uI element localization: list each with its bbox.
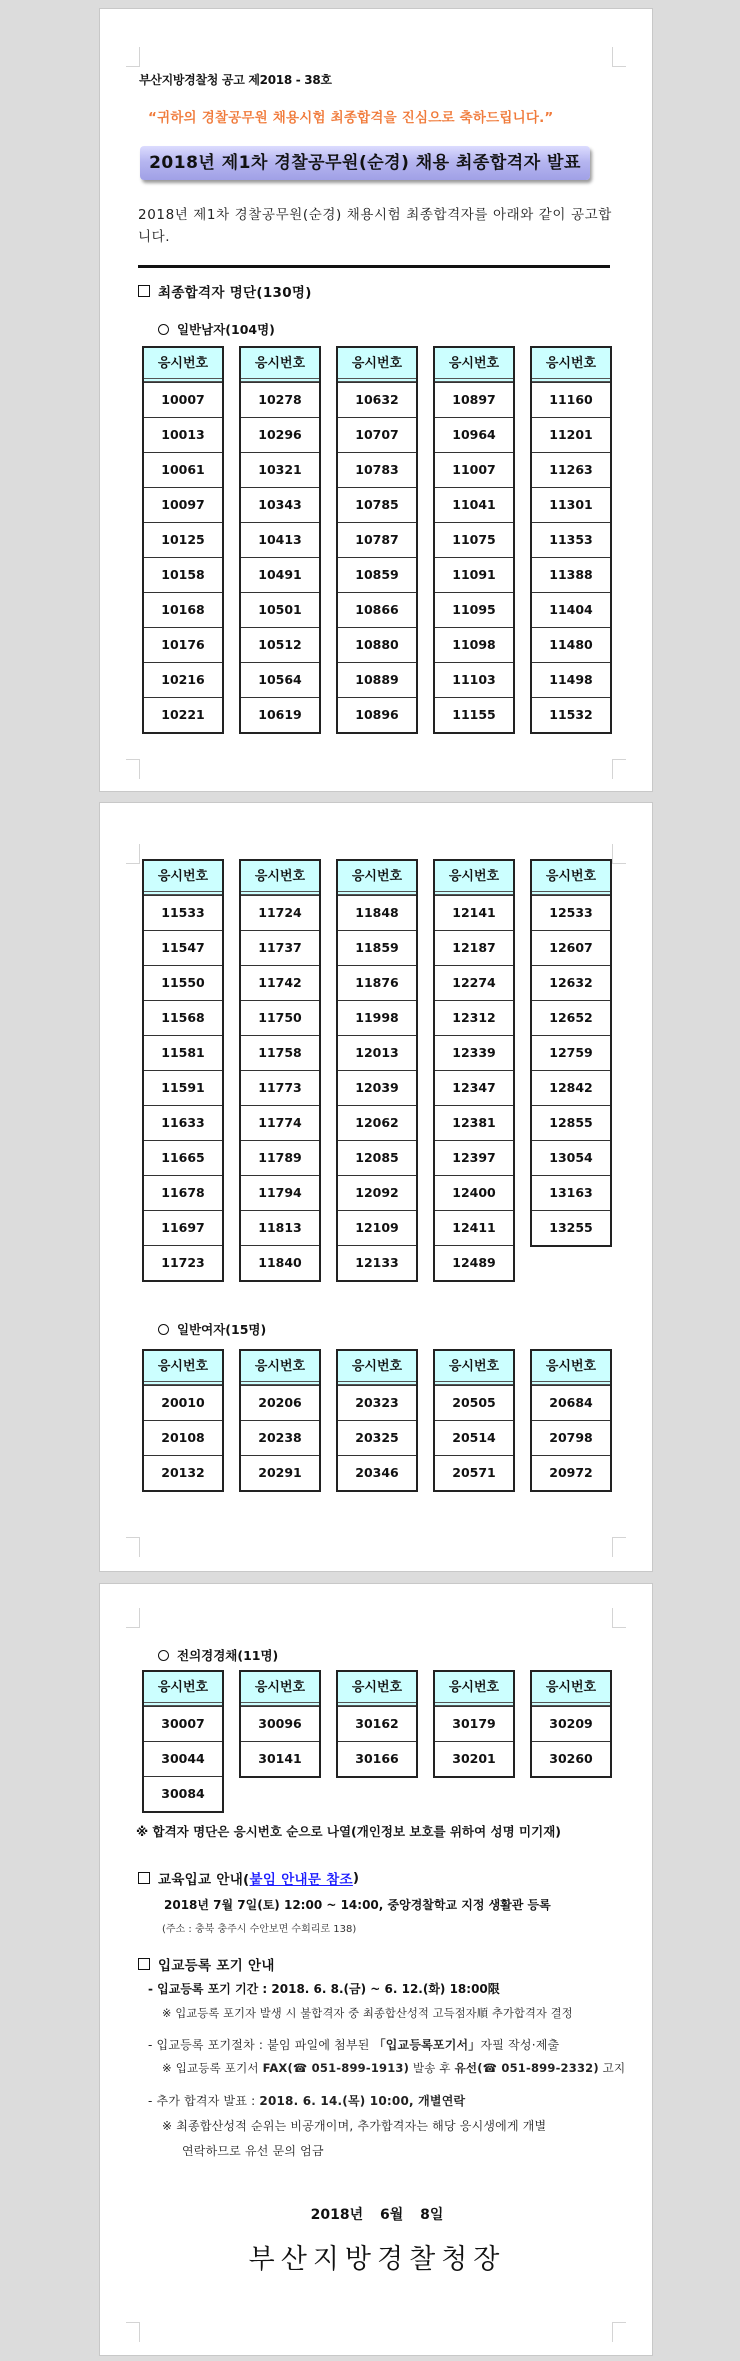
list-footnote: ※ 합격자 명단은 응시번호 순으로 나열(개인정보 보호를 위하여 성명 미기재) xyxy=(136,1824,561,1839)
crop-mark xyxy=(612,759,626,779)
intro-text: 2018년 제1차 경찰공무원(순경) 채용시험 최종합격자를 아래와 같이 공고합니다. xyxy=(138,207,612,245)
table-cell: 12109 xyxy=(338,1210,416,1245)
table-cell: 12187 xyxy=(435,930,513,965)
crop-mark xyxy=(126,1537,140,1557)
table-cell: 10501 xyxy=(241,592,319,627)
table-cell: 11007 xyxy=(435,452,513,487)
table-cell: 20798 xyxy=(532,1420,610,1455)
id-table xyxy=(239,1349,321,1492)
table-cell: 20291 xyxy=(241,1455,319,1490)
table-cell: 12092 xyxy=(338,1175,416,1210)
crop-mark xyxy=(612,844,626,864)
group-heading-women: 일반여자(15명) xyxy=(158,1320,266,1338)
crop-mark xyxy=(612,2322,626,2342)
group-heading-veterans: 전의경경채(11명) xyxy=(158,1646,278,1664)
table-cell: 11750 xyxy=(241,1000,319,1035)
document-page-3 xyxy=(99,1583,653,2356)
column-header: 응시번호 xyxy=(241,348,319,382)
table-cell: 11789 xyxy=(241,1140,319,1175)
table-cell: 10013 xyxy=(144,417,222,452)
table-cell: 11091 xyxy=(435,557,513,592)
education-address: (주소 : 충북 충주시 수안보면 수회리로 138) xyxy=(162,1924,357,1935)
attachment-link[interactable]: 붙임 안내문 참조 xyxy=(249,1872,353,1888)
table-cell: 11794 xyxy=(241,1175,319,1210)
table-cell: 11041 xyxy=(435,487,513,522)
table-cell: 12397 xyxy=(435,1140,513,1175)
column-header: 응시번호 xyxy=(241,1672,319,1706)
table-cell: 30260 xyxy=(532,1741,610,1776)
table-cell: 10785 xyxy=(338,487,416,522)
table-cell: 10176 xyxy=(144,627,222,662)
table-cell: 11201 xyxy=(532,417,610,452)
table-cell: 10896 xyxy=(338,697,416,732)
column-header: 응시번호 xyxy=(435,1351,513,1385)
table-cell: 12013 xyxy=(338,1035,416,1070)
announcement-date: 2018년 6월 8일 xyxy=(310,2207,444,2223)
table-cell: 11876 xyxy=(338,965,416,1000)
id-table xyxy=(336,859,418,1282)
circle-bullet-icon xyxy=(158,324,169,335)
table-cell: 11742 xyxy=(241,965,319,1000)
id-table xyxy=(336,1349,418,1492)
withdrawal-period-note: ※ 입교등록 포기자 발생 시 불합격자 중 최종합산성적 고득점자順 추가합격자 결정 xyxy=(162,2007,573,2020)
education-schedule: 2018년 7월 7일(토) 12:00 ~ 14:00, 중앙경찰학교 지정 생활관 등록 xyxy=(164,1898,551,1912)
table-cell: 12274 xyxy=(435,965,513,1000)
table-cell: 11550 xyxy=(144,965,222,1000)
table-cell: 11633 xyxy=(144,1105,222,1140)
table-cell: 12652 xyxy=(532,1000,610,1035)
table-cell: 10880 xyxy=(338,627,416,662)
document-page-1 xyxy=(99,8,653,792)
table-cell: 11840 xyxy=(241,1245,319,1280)
square-bullet-icon xyxy=(138,1958,150,1970)
table-cell: 20323 xyxy=(338,1385,416,1420)
table-cell: 13255 xyxy=(532,1210,610,1245)
id-table xyxy=(433,1349,515,1492)
table-cell: 20238 xyxy=(241,1420,319,1455)
table-cell: 10491 xyxy=(241,557,319,592)
table-cell: 10221 xyxy=(144,697,222,732)
id-table xyxy=(142,1349,224,1492)
table-cell: 20972 xyxy=(532,1455,610,1490)
table-cell: 20206 xyxy=(241,1385,319,1420)
id-table xyxy=(336,346,418,734)
id-table xyxy=(142,346,224,734)
veterans-table xyxy=(142,1670,612,1813)
table-cell: 12759 xyxy=(532,1035,610,1070)
table-cell: 11591 xyxy=(144,1070,222,1105)
table-cell: 10787 xyxy=(338,522,416,557)
table-cell: 11665 xyxy=(144,1140,222,1175)
table-cell: 30209 xyxy=(532,1706,610,1741)
table-cell: 12842 xyxy=(532,1070,610,1105)
table-cell: 30084 xyxy=(144,1776,222,1811)
document-page-2 xyxy=(99,802,653,1572)
table-cell: 11263 xyxy=(532,452,610,487)
table-cell: 12400 xyxy=(435,1175,513,1210)
table-cell: 11301 xyxy=(532,487,610,522)
table-cell: 11404 xyxy=(532,592,610,627)
id-table xyxy=(142,859,224,1282)
section-heading-withdrawal: 입교등록 포기 안내 xyxy=(138,1954,275,1974)
column-header: 응시번호 xyxy=(338,1672,416,1706)
table-cell: 12381 xyxy=(435,1105,513,1140)
column-header: 응시번호 xyxy=(435,1672,513,1706)
id-table xyxy=(433,1670,515,1778)
table-cell: 30166 xyxy=(338,1741,416,1776)
crop-mark xyxy=(126,1608,140,1628)
table-cell: 11075 xyxy=(435,522,513,557)
congratulation-message: “귀하의 경찰공무원 채용시험 최종합격을 진심으로 축하드립니다.” xyxy=(148,110,554,126)
id-table xyxy=(336,1670,418,1778)
id-table xyxy=(142,1670,224,1813)
table-cell: 10783 xyxy=(338,452,416,487)
table-cell: 20505 xyxy=(435,1385,513,1420)
table-cell: 11533 xyxy=(144,895,222,930)
table-cell: 11103 xyxy=(435,662,513,697)
table-cell: 10343 xyxy=(241,487,319,522)
table-cell: 11848 xyxy=(338,895,416,930)
table-cell: 10512 xyxy=(241,627,319,662)
id-table xyxy=(433,346,515,734)
additional-note-line-1: ※ 최종합산성적 순위는 비공개이며, 추가합격자는 해당 응시생에게 개별 xyxy=(162,2119,547,2133)
table-cell: 11859 xyxy=(338,930,416,965)
crop-mark xyxy=(612,47,626,67)
column-header: 응시번호 xyxy=(241,1351,319,1385)
crop-mark xyxy=(612,1608,626,1628)
table-cell: 30201 xyxy=(435,1741,513,1776)
withdrawal-period: - 입교등록 포기 기간 : 2018. 6. 8.(금) ~ 6. 12.(화) 18:00限 xyxy=(148,1982,500,1996)
table-cell: 11498 xyxy=(532,662,610,697)
table-cell: 11568 xyxy=(144,1000,222,1035)
fax-number: FAX(☎ 051-899-1913) xyxy=(262,2061,410,2075)
table-cell: 10897 xyxy=(435,382,513,417)
id-table xyxy=(530,346,612,734)
column-header: 응시번호 xyxy=(532,861,610,895)
table-cell: 20684 xyxy=(532,1385,610,1420)
women-table xyxy=(142,1349,612,1492)
column-header: 응시번호 xyxy=(338,1351,416,1385)
table-cell: 11480 xyxy=(532,627,610,662)
table-cell: 10889 xyxy=(338,662,416,697)
table-cell: 30007 xyxy=(144,1706,222,1741)
table-cell: 11998 xyxy=(338,1000,416,1035)
column-header: 응시번호 xyxy=(338,348,416,382)
issuer-signature: 부산지방경찰청장 xyxy=(248,2244,506,2275)
column-header: 응시번호 xyxy=(144,1351,222,1385)
table-cell: 10007 xyxy=(144,382,222,417)
table-cell: 12533 xyxy=(532,895,610,930)
table-cell: 10564 xyxy=(241,662,319,697)
table-cell: 20346 xyxy=(338,1455,416,1490)
table-cell: 11723 xyxy=(144,1245,222,1280)
table-cell: 10158 xyxy=(144,557,222,592)
table-cell: 12855 xyxy=(532,1105,610,1140)
men-table-part-1 xyxy=(142,346,612,734)
square-bullet-icon xyxy=(138,285,150,297)
table-cell: 13054 xyxy=(532,1140,610,1175)
table-cell: 10859 xyxy=(338,557,416,592)
table-cell: 30179 xyxy=(435,1706,513,1741)
table-cell: 10632 xyxy=(338,382,416,417)
circle-bullet-icon xyxy=(158,1650,169,1661)
table-cell: 12607 xyxy=(532,930,610,965)
crop-mark xyxy=(126,2322,140,2342)
table-cell: 11774 xyxy=(241,1105,319,1140)
square-bullet-icon xyxy=(138,1872,150,1884)
table-cell: 10061 xyxy=(144,452,222,487)
column-header: 응시번호 xyxy=(144,348,222,382)
table-cell: 10278 xyxy=(241,382,319,417)
table-cell: 10216 xyxy=(144,662,222,697)
withdrawal-procedure-note: ※ 입교등록 포기서 FAX(☎ 051-899-1913) 발송 후 유선(☎ 051-899-2332) 고지 xyxy=(162,2061,626,2075)
table-cell: 10321 xyxy=(241,452,319,487)
table-cell: 20108 xyxy=(144,1420,222,1455)
table-cell: 11547 xyxy=(144,930,222,965)
table-cell: 12339 xyxy=(435,1035,513,1070)
table-cell: 10413 xyxy=(241,522,319,557)
table-cell: 12411 xyxy=(435,1210,513,1245)
id-table xyxy=(239,1670,321,1778)
page-title: 2018년 제1차 경찰공무원(순경) 채용 최종합격자 발표 xyxy=(140,146,590,180)
table-cell: 10866 xyxy=(338,592,416,627)
column-header: 응시번호 xyxy=(144,861,222,895)
men-table-part-2 xyxy=(142,859,612,1282)
column-header: 응시번호 xyxy=(338,861,416,895)
additional-announcement: - 추가 합격자 발표 : 2018. 6. 14.(목) 10:00, 개별연락 xyxy=(148,2094,466,2108)
column-header: 응시번호 xyxy=(532,348,610,382)
table-cell: 11388 xyxy=(532,557,610,592)
table-cell: 11581 xyxy=(144,1035,222,1070)
table-cell: 30096 xyxy=(241,1706,319,1741)
table-cell: 11813 xyxy=(241,1210,319,1245)
table-cell: 11532 xyxy=(532,697,610,732)
table-cell: 30162 xyxy=(338,1706,416,1741)
table-cell: 20514 xyxy=(435,1420,513,1455)
section-heading-final-list: 최종합격자 명단(130명) xyxy=(138,281,312,301)
table-cell: 11678 xyxy=(144,1175,222,1210)
table-cell: 10964 xyxy=(435,417,513,452)
table-cell: 10125 xyxy=(144,522,222,557)
table-cell: 11353 xyxy=(532,522,610,557)
withdrawal-procedure: - 입교등록 포기절차 : 붙임 파일에 첨부된 「입교등록포기서」자필 작성·제출 xyxy=(148,2038,560,2052)
column-header: 응시번호 xyxy=(532,1672,610,1706)
table-cell: 11155 xyxy=(435,697,513,732)
id-table xyxy=(530,1349,612,1492)
table-cell: 20571 xyxy=(435,1455,513,1490)
id-table xyxy=(239,346,321,734)
table-cell: 10296 xyxy=(241,417,319,452)
crop-mark xyxy=(126,844,140,864)
table-cell: 10619 xyxy=(241,697,319,732)
table-cell: 20010 xyxy=(144,1385,222,1420)
table-cell: 20325 xyxy=(338,1420,416,1455)
table-cell: 12347 xyxy=(435,1070,513,1105)
table-cell: 13163 xyxy=(532,1175,610,1210)
table-cell: 10707 xyxy=(338,417,416,452)
id-table xyxy=(433,859,515,1282)
crop-mark xyxy=(126,47,140,67)
phone-number: 유선(☎ 051-899-2332) xyxy=(454,2061,599,2075)
column-header: 응시번호 xyxy=(435,348,513,382)
table-cell: 12062 xyxy=(338,1105,416,1140)
table-cell: 12141 xyxy=(435,895,513,930)
column-header: 응시번호 xyxy=(241,861,319,895)
table-cell: 30044 xyxy=(144,1741,222,1776)
table-cell: 11737 xyxy=(241,930,319,965)
table-cell: 11724 xyxy=(241,895,319,930)
table-cell: 11098 xyxy=(435,627,513,662)
group-heading-men: 일반남자(104명) xyxy=(158,320,275,338)
table-cell: 12489 xyxy=(435,1245,513,1280)
table-cell: 11160 xyxy=(532,382,610,417)
id-table xyxy=(530,1670,612,1778)
table-cell: 12039 xyxy=(338,1070,416,1105)
divider xyxy=(138,265,610,268)
table-cell: 12312 xyxy=(435,1000,513,1035)
column-header: 응시번호 xyxy=(144,1672,222,1706)
table-cell: 11095 xyxy=(435,592,513,627)
crop-mark xyxy=(126,759,140,779)
notice-number: 부산지방경찰청 공고 제2018 - 38호 xyxy=(139,73,332,87)
table-cell: 11697 xyxy=(144,1210,222,1245)
crop-mark xyxy=(612,1537,626,1557)
table-cell: 12632 xyxy=(532,965,610,1000)
additional-note-line-2: 연락하므로 유선 문의 엄금 xyxy=(182,2144,324,2158)
table-cell: 30141 xyxy=(241,1741,319,1776)
column-header: 응시번호 xyxy=(435,861,513,895)
column-header: 응시번호 xyxy=(532,1351,610,1385)
table-cell: 10097 xyxy=(144,487,222,522)
circle-bullet-icon xyxy=(158,1324,169,1335)
table-cell: 11758 xyxy=(241,1035,319,1070)
id-table xyxy=(530,859,612,1247)
table-cell: 20132 xyxy=(144,1455,222,1490)
section-heading-education: 교육입교 안내( 붙임 안내문 참조 ) xyxy=(138,1868,359,1888)
table-cell: 12085 xyxy=(338,1140,416,1175)
table-cell: 10168 xyxy=(144,592,222,627)
id-table xyxy=(239,859,321,1282)
table-cell: 12133 xyxy=(338,1245,416,1280)
table-cell: 11773 xyxy=(241,1070,319,1105)
